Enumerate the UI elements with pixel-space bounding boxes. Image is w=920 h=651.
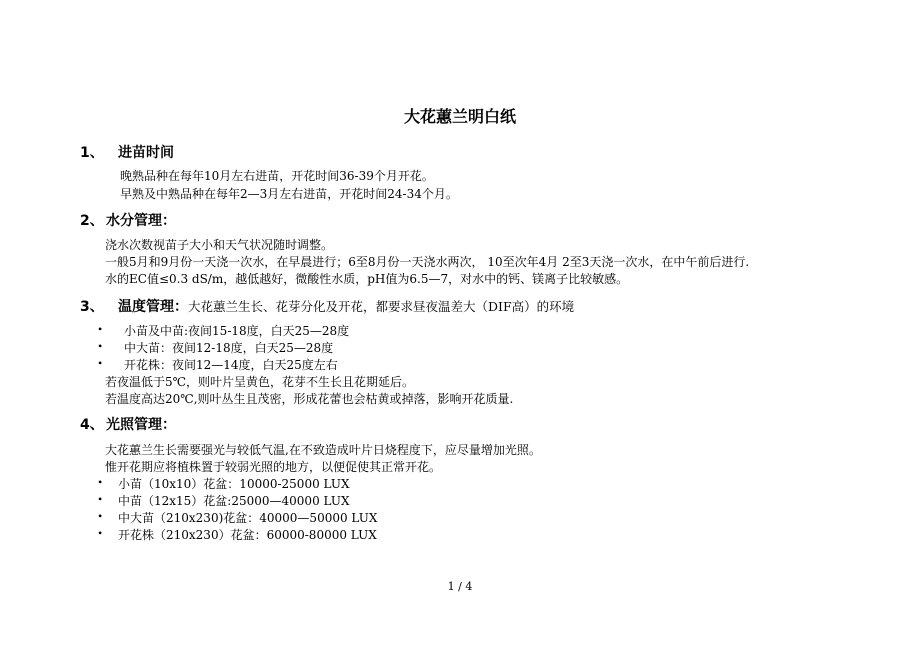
section-2-line-1: 浇水次数视苗子大小和天气状况随时调整。 <box>105 238 334 252</box>
section-4-bullet-4: 开花株（210x230）花盆：60000-80000 LUX <box>118 528 377 542</box>
section-3-bullet-3: 开花株：夜间12—14度，白天25度左右 <box>124 358 338 372</box>
section-4-bullet-3-symbol: • <box>98 509 103 523</box>
section-4-line-1: 大花蕙兰生长需要强光与较低气温,在不致造成叶片日烧程度下，应尽量增加光照。 <box>105 443 541 457</box>
section-4-title: 光照管理： <box>106 417 176 433</box>
section-3-intro: 大花蕙兰生长、花芽分化及开花，都要求昼夜温差大（DIF高）的环境 <box>188 299 575 314</box>
section-1-title: 进苗时间 <box>118 145 174 161</box>
section-4-bullet-2-symbol: • <box>98 492 103 506</box>
section-3-bullet-2: 中大苗：夜间12-18度，白天25—28度 <box>124 341 334 355</box>
section-4-bullet-1: 小苗（10x10）花盆：10000-25000 LUX <box>118 477 350 491</box>
section-2-line-3: 水的EC值≤0.3 dS/m，越低越好，微酸性水质，pH值为6.5—7，对水中的钙、镁离子比较敏感。 <box>105 272 629 286</box>
section-4-heading <box>80 414 176 434</box>
section-1-number: 1、 <box>80 145 104 161</box>
section-2-line-2: 一般5月和9月份一天浇一次水，在早晨进行；6至8月份一天浇水两次， 10至次年4月 2至3天浇一次水，在中午前后进行. <box>105 255 750 269</box>
section-1-line-2: 早熟及中熟品种在每年2—3月左右进苗，开花时间24-34个月。 <box>120 187 458 201</box>
section-4-bullet-4-symbol: • <box>98 526 103 540</box>
section-3-title: 温度管理： <box>118 299 188 315</box>
document-title: 大花蕙兰明白纸 <box>403 107 516 126</box>
section-3-bullet-2-symbol: • <box>98 339 103 353</box>
section-3-bullet-1-symbol: • <box>98 322 103 336</box>
section-3-bullet-1: 小苗及中苗:夜间15-18度，白天25—28度 <box>124 324 350 338</box>
section-4-line-2: 惟开花期应将植株置于较弱光照的地方，以便促使其正常开花。 <box>105 460 442 474</box>
section-3-number: 3、 <box>80 299 104 315</box>
section-4-bullet-1-symbol: • <box>98 475 103 489</box>
section-4-bullet-3: 中大苗（210x230)花盆：40000—50000 LUX <box>118 511 378 525</box>
section-3-line-1: 若夜温低于5℃，则叶片呈黄色，花芽不生长且花期延后。 <box>105 375 415 389</box>
section-4-number: 4、 <box>80 417 104 433</box>
section-2-heading <box>80 210 176 230</box>
section-4-bullet-2: 中苗（12x15）花盆:25000—40000 LUX <box>118 494 350 508</box>
section-2-title: 水分管理： <box>106 213 176 229</box>
section-3-line-2: 若温度高达20℃,则叶丛生且茂密，形成花蕾也会枯黄或掉落，影响开花质量. <box>105 392 514 406</box>
page-indicator: 1 / 4 <box>447 580 473 593</box>
section-2-number: 2、 <box>80 213 104 229</box>
section-3-heading <box>80 296 574 316</box>
section-1-heading <box>80 142 174 162</box>
section-3-bullet-3-symbol: • <box>98 356 103 370</box>
section-1-line-1: 晚熟品种在每年10月左右进苗，开花时间36-39个月开花。 <box>120 169 434 183</box>
